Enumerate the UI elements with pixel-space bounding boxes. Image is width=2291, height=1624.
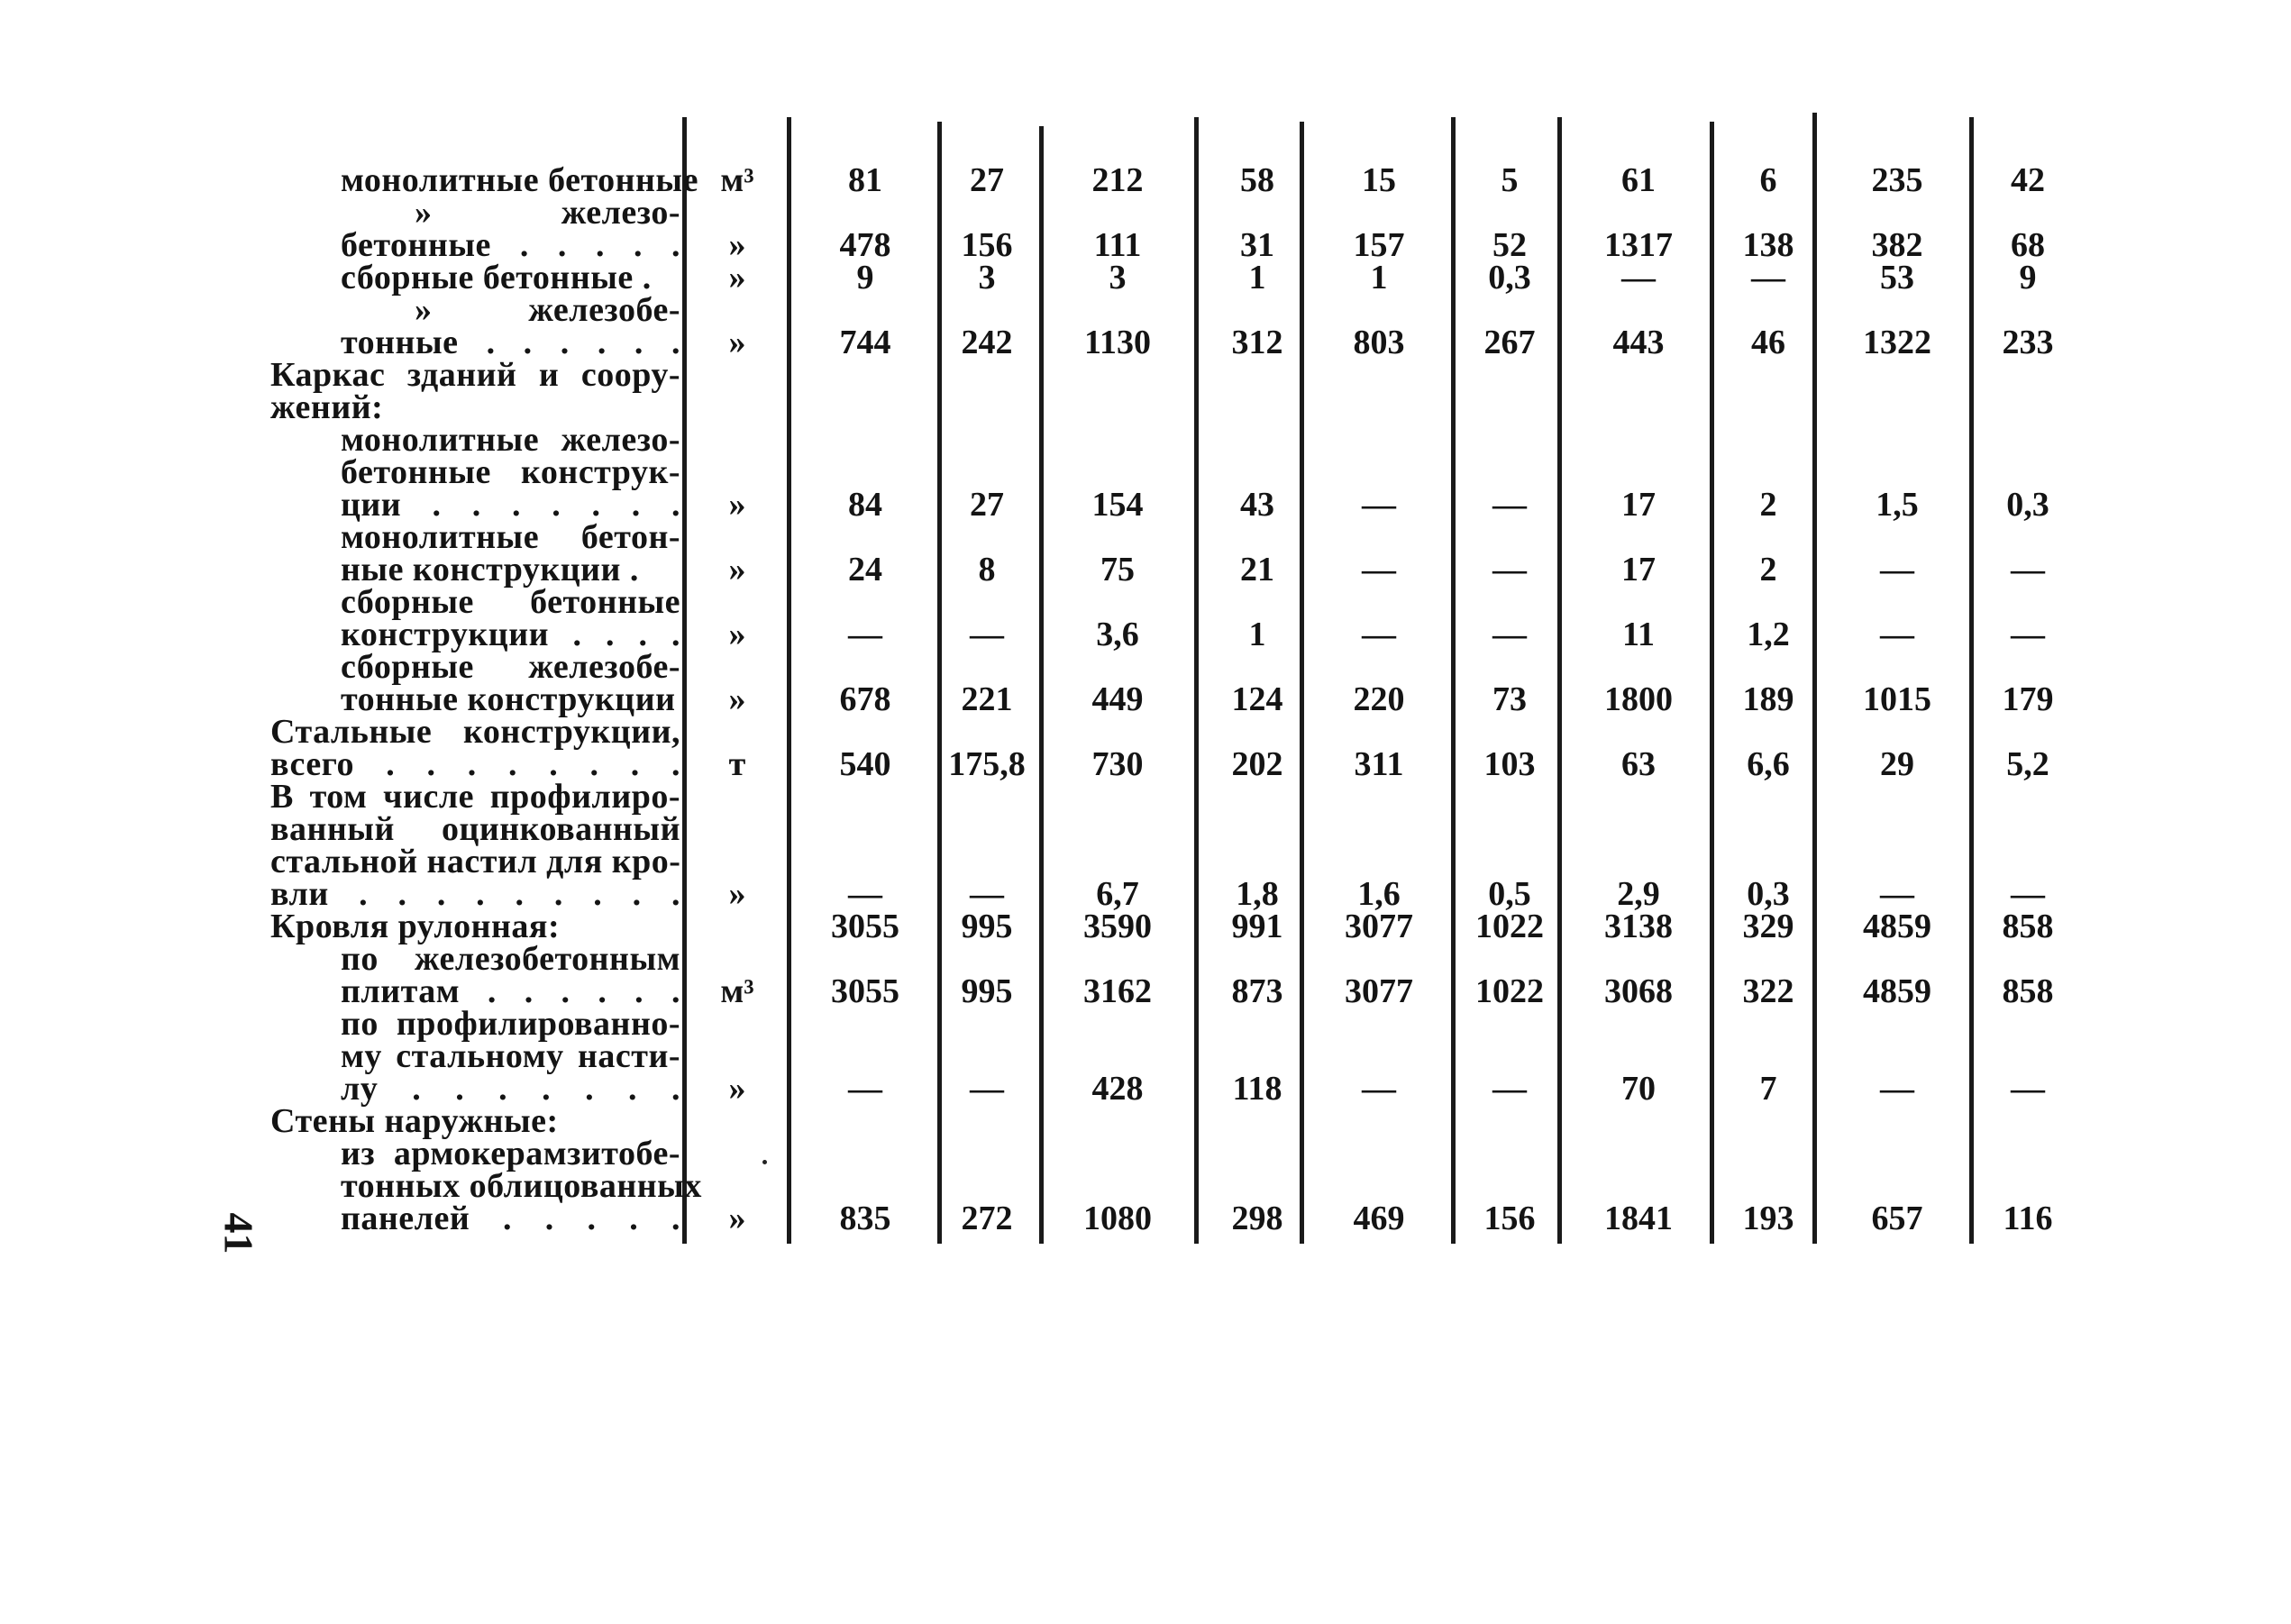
value-cell: 858 — [2002, 972, 2054, 1010]
value-cell: — — [1362, 486, 1396, 524]
value-cell: 0,3 — [1747, 875, 1790, 913]
value-cell: 61 — [1621, 161, 1656, 199]
unit-cell: т — [728, 745, 746, 783]
value-cell: — — [970, 875, 1004, 913]
row-label: жений: — [270, 388, 384, 426]
value-cell: — — [1621, 259, 1656, 297]
value-cell: 17 — [1621, 551, 1656, 588]
value-cell: 678 — [839, 680, 891, 718]
value-cell: — — [1880, 875, 1914, 913]
row-label: ции . . . . . . . — [341, 486, 680, 524]
value-cell: 329 — [1742, 908, 1794, 945]
value-cell: 1841 — [1604, 1200, 1673, 1237]
value-cell: 1015 — [1863, 680, 1931, 718]
value-cell: 7 — [1759, 1070, 1777, 1108]
value-cell: 744 — [839, 324, 891, 361]
column-rule — [1969, 117, 1974, 1244]
value-cell: 995 — [961, 908, 1013, 945]
value-cell: — — [2011, 875, 2045, 913]
value-cell: — — [1362, 551, 1396, 588]
value-cell: 478 — [839, 226, 891, 264]
row-label: по железобетонным — [341, 940, 680, 978]
value-cell: 873 — [1231, 972, 1283, 1010]
unit-cell: » — [728, 226, 746, 264]
value-cell: 6,7 — [1096, 875, 1139, 913]
value-cell: 68 — [2011, 226, 2045, 264]
value-cell: 1 — [1370, 259, 1388, 297]
value-cell: — — [2011, 616, 2045, 653]
value-cell: 70 — [1621, 1070, 1656, 1108]
value-cell: 0,3 — [2006, 486, 2049, 524]
column-rule — [1300, 122, 1304, 1244]
unit-cell: » — [728, 1070, 746, 1108]
unit-cell: » — [728, 259, 746, 297]
row-label: » железо- — [415, 194, 680, 232]
row-label: Стальные конструкции, — [270, 713, 680, 751]
value-cell: 835 — [839, 1200, 891, 1237]
value-cell: 81 — [848, 161, 882, 199]
value-cell: 156 — [961, 226, 1013, 264]
row-label: сборные бетонные — [341, 583, 680, 621]
value-cell: 0,3 — [1488, 259, 1531, 297]
column-rule — [1451, 117, 1456, 1244]
value-cell: 298 — [1231, 1200, 1283, 1237]
value-cell: 469 — [1353, 1200, 1405, 1237]
value-cell: 3 — [1109, 259, 1127, 297]
column-rule — [1039, 126, 1044, 1244]
row-label: монолитные бетон- — [341, 518, 680, 556]
value-cell: 235 — [1871, 161, 1923, 199]
value-cell: 3 — [978, 259, 996, 297]
value-cell: 267 — [1483, 324, 1536, 361]
value-cell: 3590 — [1083, 908, 1152, 945]
value-cell: 53 — [1880, 259, 1914, 297]
column-rule — [682, 117, 687, 1244]
value-cell: 220 — [1353, 680, 1405, 718]
value-cell: 42 — [2011, 161, 2045, 199]
value-cell: 27 — [970, 161, 1004, 199]
row-label: лу . . . . . . . — [341, 1070, 680, 1108]
value-cell: — — [848, 616, 882, 653]
value-cell: — — [848, 875, 882, 913]
value-cell: 103 — [1483, 745, 1536, 783]
value-cell: 27 — [970, 486, 1004, 524]
value-cell: 995 — [961, 972, 1013, 1010]
value-cell: 1 — [1248, 259, 1266, 297]
row-label: Кровля рулонная: — [270, 908, 561, 945]
value-cell: 730 — [1091, 745, 1144, 783]
row-label: тонные конструкции — [341, 680, 676, 718]
unit-cell: » — [728, 324, 746, 361]
row-label: бетонные конструк- — [341, 453, 680, 491]
value-cell: 63 — [1621, 745, 1656, 783]
value-cell: 189 — [1742, 680, 1794, 718]
value-cell: 1322 — [1863, 324, 1931, 361]
value-cell: 449 — [1091, 680, 1144, 718]
value-cell: 15 — [1362, 161, 1396, 199]
row-label: плитам . . . . . . — [341, 972, 680, 1010]
value-cell: 428 — [1091, 1070, 1144, 1108]
value-cell: — — [2011, 1070, 2045, 1108]
value-cell: 991 — [1231, 908, 1283, 945]
value-cell: 2 — [1759, 486, 1777, 524]
row-label: тонных облицованных — [341, 1167, 702, 1205]
value-cell: 179 — [2002, 680, 2054, 718]
row-label: сборные бетонные . — [341, 259, 652, 297]
value-cell: 2 — [1759, 551, 1777, 588]
value-cell: 3,6 — [1096, 616, 1139, 653]
row-label: по профилированно- — [341, 1005, 680, 1043]
row-label: му стальному насти- — [341, 1037, 680, 1075]
unit-cell: » — [728, 680, 746, 718]
row-label: монолитные железо- — [341, 421, 680, 459]
value-cell: — — [970, 1070, 1004, 1108]
unit-cell: » — [728, 1200, 746, 1237]
value-cell: 1022 — [1475, 972, 1544, 1010]
value-cell: 156 — [1483, 1200, 1536, 1237]
value-cell: — — [848, 1070, 882, 1108]
value-cell: 272 — [961, 1200, 1013, 1237]
value-cell: — — [2011, 551, 2045, 588]
value-cell: 443 — [1612, 324, 1665, 361]
value-cell: 6 — [1759, 161, 1777, 199]
row-label: сборные железобе- — [341, 648, 680, 686]
value-cell: 311 — [1354, 745, 1404, 783]
value-cell: 175,8 — [948, 745, 1026, 783]
row-label: ные конструкции . — [341, 551, 639, 588]
value-cell: 3055 — [831, 972, 899, 1010]
value-cell: 9 — [856, 259, 874, 297]
value-cell: 0,5 — [1488, 875, 1531, 913]
value-cell: 312 — [1231, 324, 1283, 361]
value-cell: 5,2 — [2006, 745, 2049, 783]
value-cell: 233 — [2002, 324, 2054, 361]
value-cell: 3055 — [831, 908, 899, 945]
value-cell: 84 — [848, 486, 882, 524]
row-label: В том числе профилиро- — [270, 778, 680, 816]
unit-cell: » — [728, 875, 746, 913]
value-cell: 322 — [1742, 972, 1794, 1010]
unit-cell: » — [728, 551, 746, 588]
value-cell: 8 — [978, 551, 996, 588]
value-cell: 221 — [961, 680, 1013, 718]
value-cell: 116 — [2003, 1200, 2053, 1237]
value-cell: 193 — [1742, 1200, 1794, 1237]
value-cell: — — [1492, 486, 1527, 524]
value-cell: 4859 — [1863, 908, 1931, 945]
column-rule — [1710, 122, 1714, 1244]
value-cell: 3162 — [1083, 972, 1152, 1010]
value-cell: 540 — [839, 745, 891, 783]
value-cell: 3077 — [1345, 908, 1413, 945]
value-cell: 1,2 — [1747, 616, 1790, 653]
value-cell: 1022 — [1475, 908, 1544, 945]
column-rule — [1557, 117, 1562, 1244]
value-cell: 1 — [1248, 616, 1266, 653]
unit-cell: » — [728, 616, 746, 653]
value-cell: 382 — [1871, 226, 1923, 264]
row-label: панелей . . . . . — [341, 1200, 680, 1237]
value-cell: 4859 — [1863, 972, 1931, 1010]
value-cell: — — [1492, 1070, 1527, 1108]
value-cell: 73 — [1492, 680, 1527, 718]
value-cell: 29 — [1880, 745, 1914, 783]
value-cell: — — [1880, 616, 1914, 653]
value-cell: 5 — [1501, 161, 1519, 199]
row-label: всего . . . . . . . . — [270, 745, 680, 783]
value-cell: 31 — [1240, 226, 1274, 264]
value-cell: 154 — [1091, 486, 1144, 524]
page-number: 41 — [215, 1212, 262, 1254]
value-cell: 1,6 — [1357, 875, 1401, 913]
column-rule — [1812, 113, 1817, 1244]
value-cell: — — [1880, 551, 1914, 588]
value-cell: 124 — [1231, 680, 1283, 718]
value-cell: 1317 — [1604, 226, 1673, 264]
value-cell: 2,9 — [1617, 875, 1660, 913]
value-cell: 58 — [1240, 161, 1274, 199]
value-cell: — — [1362, 616, 1396, 653]
stray-mark — [762, 1160, 767, 1164]
value-cell: — — [1880, 1070, 1914, 1108]
value-cell: 242 — [961, 324, 1013, 361]
value-cell: — — [1492, 551, 1527, 588]
value-cell: — — [970, 616, 1004, 653]
value-cell: 43 — [1240, 486, 1274, 524]
row-label: конструкции . . . . — [341, 616, 680, 653]
value-cell: — — [1751, 259, 1785, 297]
value-cell: 3077 — [1345, 972, 1413, 1010]
value-cell: 138 — [1742, 226, 1794, 264]
value-cell: 111 — [1093, 226, 1142, 264]
row-label: бетонные . . . . . — [341, 226, 680, 264]
row-label: ванный оцинкованный — [270, 810, 680, 848]
value-cell: 6,6 — [1747, 745, 1790, 783]
value-cell: 52 — [1492, 226, 1527, 264]
row-label: » железобе- — [415, 291, 680, 329]
value-cell: 11 — [1622, 616, 1655, 653]
value-cell: 1,5 — [1876, 486, 1919, 524]
value-cell: 3138 — [1604, 908, 1673, 945]
value-cell: 202 — [1231, 745, 1283, 783]
column-rule — [787, 117, 791, 1244]
value-cell: 75 — [1100, 551, 1135, 588]
value-cell: — — [1362, 1070, 1396, 1108]
value-cell: 1130 — [1084, 324, 1151, 361]
value-cell: 24 — [848, 551, 882, 588]
value-cell: 1800 — [1604, 680, 1673, 718]
row-label: тонные . . . . . . — [341, 324, 680, 361]
row-label: монолитные бетонные — [341, 161, 698, 199]
value-cell: 212 — [1091, 161, 1144, 199]
unit-cell: м³ — [720, 972, 754, 1010]
row-label: стальной настил для кро- — [270, 843, 681, 880]
value-cell: 17 — [1621, 486, 1656, 524]
value-cell: 118 — [1232, 1070, 1282, 1108]
value-cell: 157 — [1353, 226, 1405, 264]
row-label: Стены наружные: — [270, 1102, 559, 1140]
value-cell: — — [1492, 616, 1527, 653]
value-cell: 3068 — [1604, 972, 1673, 1010]
column-rule — [1194, 117, 1199, 1244]
value-cell: 9 — [2019, 259, 2037, 297]
row-label: вли . . . . . . . . . — [270, 875, 680, 913]
column-rule — [937, 122, 942, 1244]
row-label: Каркас зданий и соору- — [270, 356, 680, 394]
value-cell: 1,8 — [1236, 875, 1279, 913]
unit-cell: » — [728, 486, 746, 524]
value-cell: 1080 — [1083, 1200, 1152, 1237]
value-cell: 657 — [1871, 1200, 1923, 1237]
value-cell: 21 — [1240, 551, 1274, 588]
row-label: из армокерамзитобе- — [341, 1135, 680, 1172]
value-cell: 46 — [1751, 324, 1785, 361]
value-cell: 803 — [1353, 324, 1405, 361]
unit-cell: м³ — [720, 161, 754, 199]
value-cell: 858 — [2002, 908, 2054, 945]
